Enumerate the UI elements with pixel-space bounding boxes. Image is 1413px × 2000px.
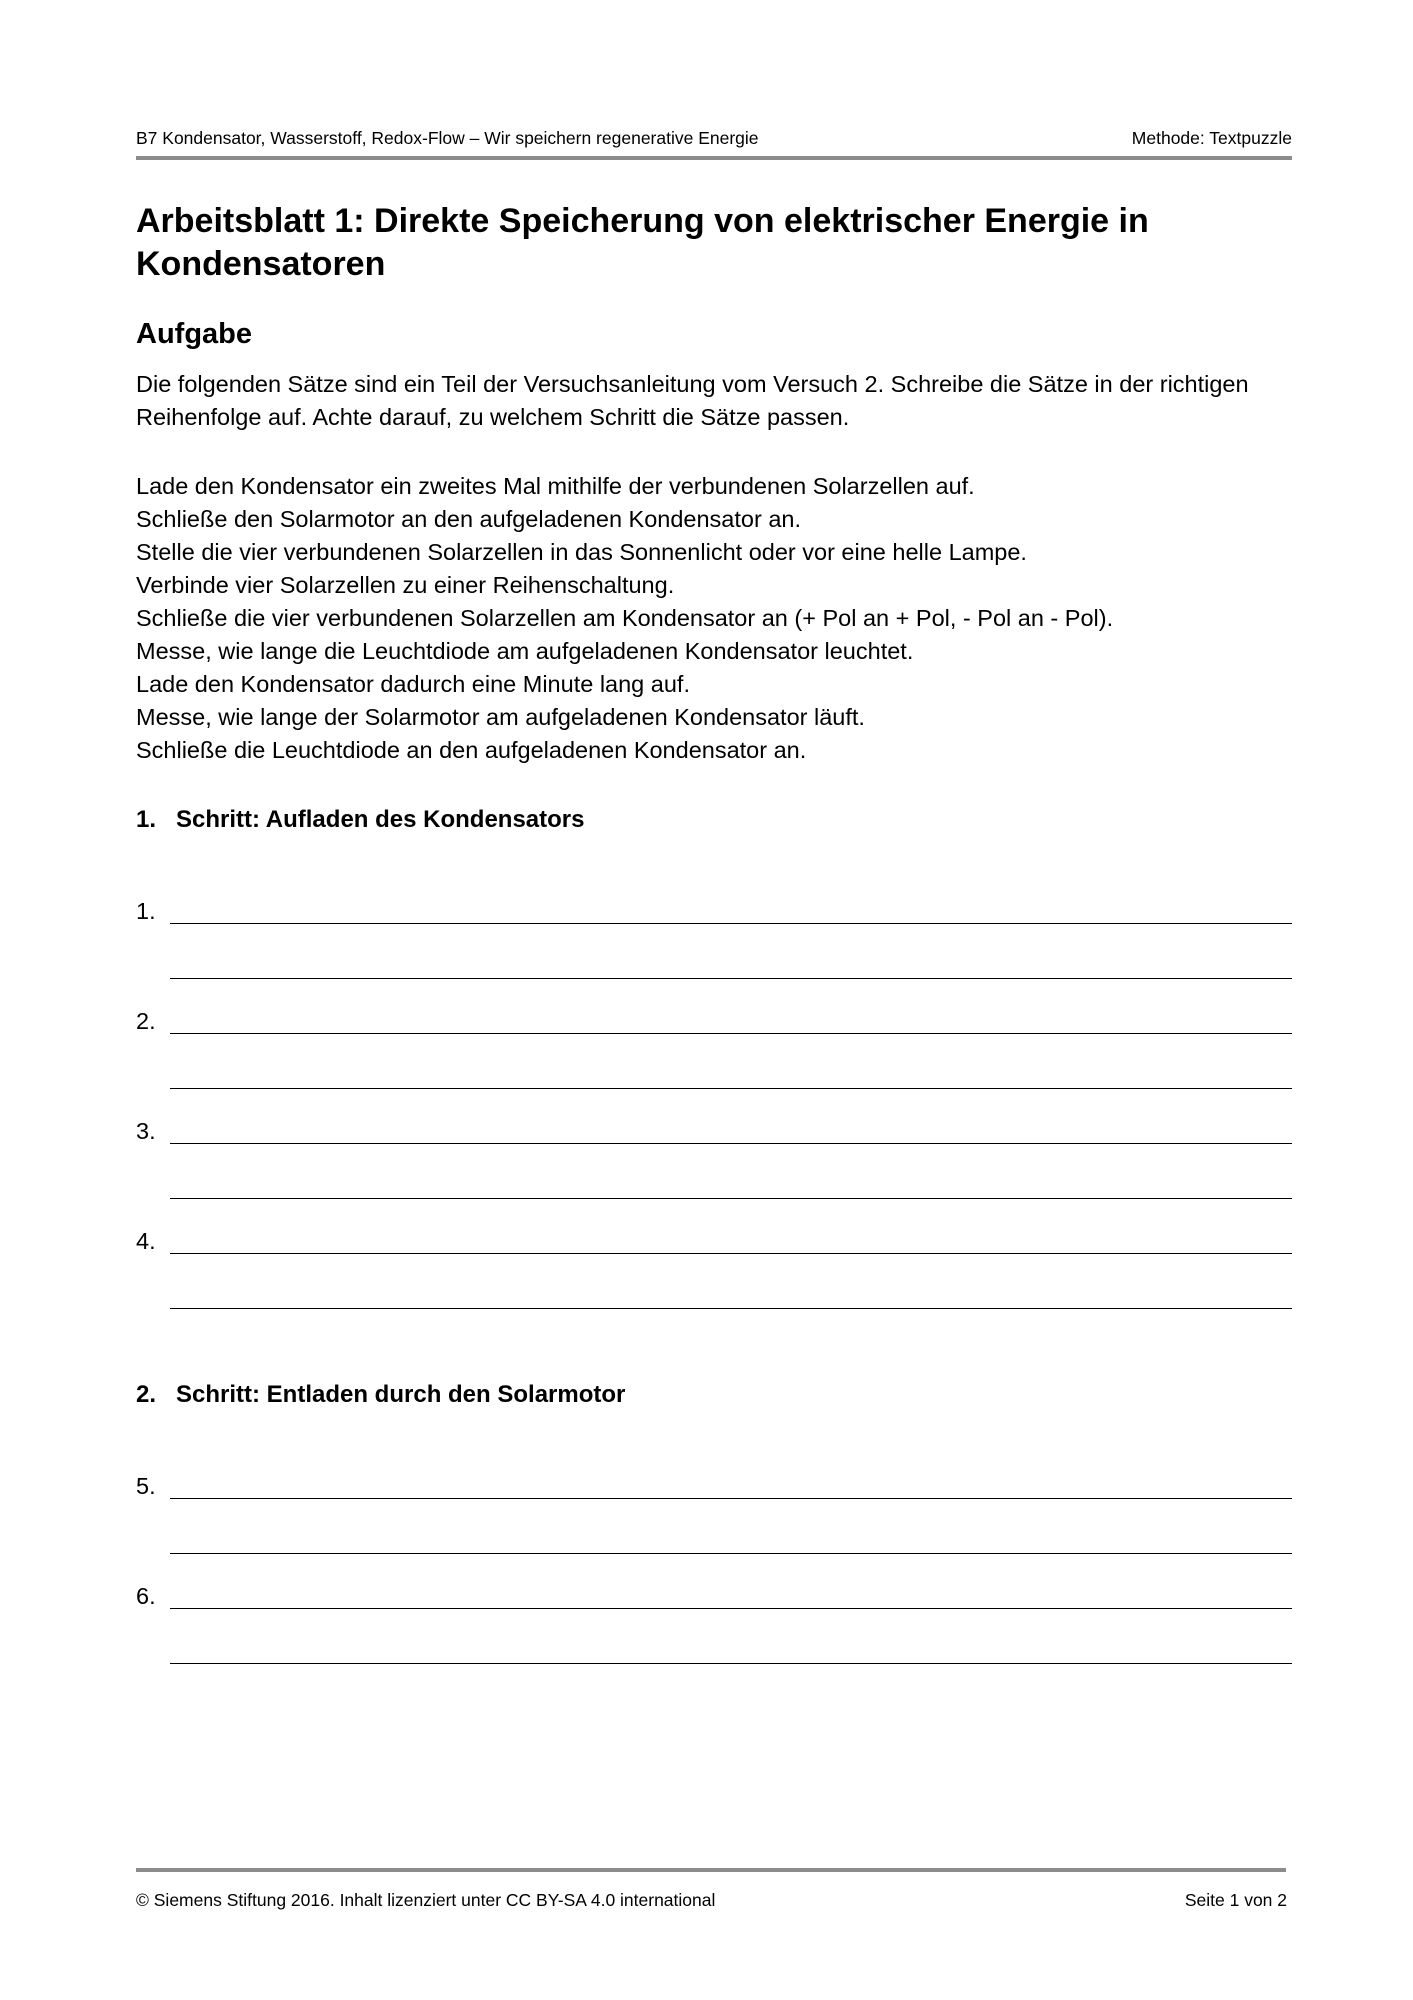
worksheet-title: Arbeitsblatt 1: Direkte Speicherung von elektrischer Energie in Kondensatoren bbox=[136, 202, 1149, 283]
sentence-item: Lade den Kondensator dadurch eine Minute lang auf. bbox=[136, 671, 690, 697]
answer-line[interactable] bbox=[170, 1088, 1292, 1089]
sentence-item: Schließe den Solarmotor an den aufgeladenen Kondensator an. bbox=[136, 506, 801, 532]
task-instruction: Die folgenden Sätze sind ein Teil der Versuchsanleitung vom Versuch 2. Schreibe die Sätze in der richtigen Reihenfolge auf. Achte darauf, zu welchem Schritt die Sätze passen. bbox=[136, 371, 1249, 430]
answer-number: 1. bbox=[136, 898, 156, 924]
answer-line[interactable] bbox=[170, 1608, 1292, 1609]
footer-license: © Siemens Stiftung 2016. Inhalt lizenziert unter CC BY-SA 4.0 international bbox=[136, 1890, 716, 1910]
answer-number: 4. bbox=[136, 1228, 156, 1254]
answer-line[interactable] bbox=[170, 1308, 1292, 1309]
sentence-item: Schließe die Leuchtdiode an den aufgeladenen Kondensator an. bbox=[136, 737, 807, 763]
answer-line[interactable] bbox=[170, 1498, 1292, 1499]
step-title: Schritt: Aufladen des Kondensators bbox=[176, 806, 585, 833]
step-title: Schritt: Entladen durch den Solarmotor bbox=[176, 1381, 626, 1408]
sentence-item: Verbinde vier Solarzellen zu einer Reihenschaltung. bbox=[136, 572, 675, 598]
step-2-heading bbox=[136, 1380, 625, 1410]
answer-line[interactable] bbox=[170, 1663, 1292, 1664]
answer-number: 6. bbox=[136, 1583, 156, 1609]
answer-line[interactable] bbox=[170, 923, 1292, 924]
answer-line[interactable] bbox=[170, 1553, 1292, 1554]
footer-divider bbox=[136, 1868, 1286, 1872]
answer-line[interactable] bbox=[170, 1253, 1292, 1254]
answer-line[interactable] bbox=[170, 1143, 1292, 1144]
footer-page-number: Seite 1 von 2 bbox=[1184, 1890, 1287, 1910]
sentence-list bbox=[136, 470, 1306, 767]
sentence-item: Messe, wie lange die Leuchtdiode am aufgeladenen Kondensator leuchtet. bbox=[136, 638, 914, 664]
step-number: 1. bbox=[136, 806, 157, 833]
sentence-item: Stelle die vier verbundenen Solarzellen in das Sonnenlicht oder vor eine helle Lampe. bbox=[136, 539, 1027, 565]
answer-line[interactable] bbox=[170, 1033, 1292, 1034]
answer-number: 3. bbox=[136, 1118, 156, 1144]
answer-number: 5. bbox=[136, 1473, 156, 1499]
header-series-title: B7 Kondensator, Wasserstoff, Redox-Flow – Wir speichern regenerative Energie bbox=[136, 128, 759, 148]
sentence-item: Lade den Kondensator ein zweites Mal mithilfe der verbundenen Solarzellen auf. bbox=[136, 473, 975, 499]
step-1-heading bbox=[136, 805, 585, 835]
answer-line[interactable] bbox=[170, 1198, 1292, 1199]
header-method: Methode: Textpuzzle bbox=[1131, 128, 1292, 148]
task-heading: Aufgabe bbox=[136, 318, 252, 350]
step-number: 2. bbox=[136, 1381, 157, 1408]
answer-number: 2. bbox=[136, 1008, 156, 1034]
header-divider bbox=[136, 156, 1292, 160]
sentence-item: Schließe die vier verbundenen Solarzellen am Kondensator an (+ Pol an + Pol, - Pol an - Pol). bbox=[136, 605, 1114, 631]
sentence-item: Messe, wie lange der Solarmotor am aufgeladenen Kondensator läuft. bbox=[136, 704, 865, 730]
answer-line[interactable] bbox=[170, 978, 1292, 979]
